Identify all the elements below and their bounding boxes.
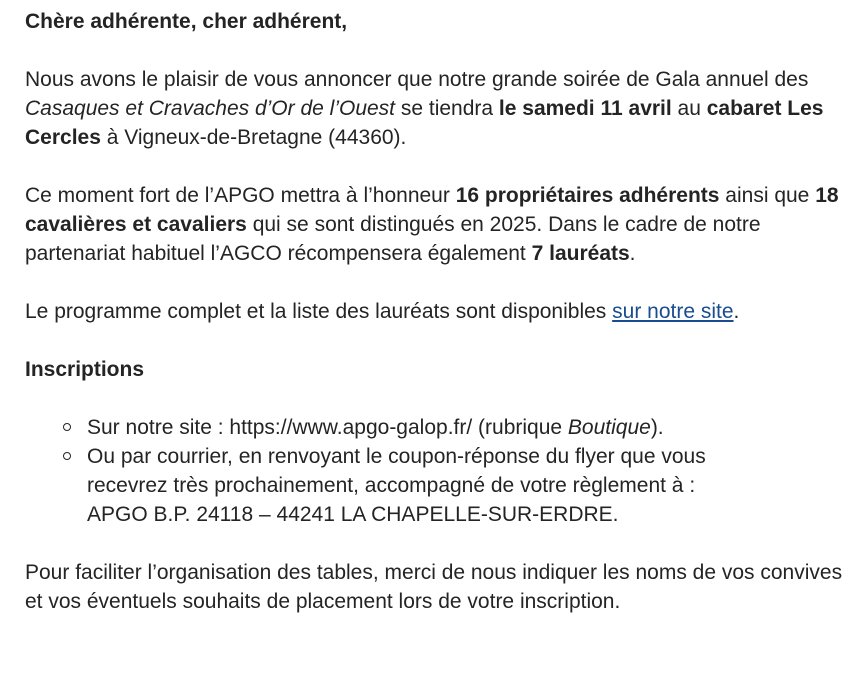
circle-bullet-icon — [63, 423, 71, 431]
announcement-text-3: au — [671, 97, 707, 120]
owners-count: 16 propriétaires adhérents — [455, 184, 720, 207]
honorees-text-1: Ce moment fort de l’APGO mettra à l’honneur — [25, 184, 456, 207]
seating-paragraph: Pour faciliter l’organisation des tables, merci de nous indiquer les noms de vos convives et vos éventuels souhaits de placement lors de votre inscription. — [25, 561, 843, 613]
honorees-text-2: ainsi que — [719, 184, 816, 207]
circle-bullet-icon — [63, 452, 71, 460]
website-link[interactable]: sur notre site — [612, 300, 734, 323]
mail-registration-line-2: recevrez très prochainement, accompagné de votre règlement à : — [87, 474, 696, 497]
announcement-text-2: se tiendra — [395, 97, 499, 120]
honorees-paragraph — [25, 181, 855, 268]
announcement-text-1: Nous avons le plaisir de vous annoncer que notre grande soirée de Gala annuel des — [25, 68, 809, 91]
event-venue: cabaret Les Cercles — [25, 97, 824, 149]
online-registration-text-1: Sur notre site : https://www.apgo-galop.fr/ (rubrique — [87, 416, 568, 439]
honorees-text-4: . — [629, 242, 636, 265]
list-item — [25, 413, 855, 442]
boutique-section: Boutique — [567, 416, 651, 439]
postal-address: APGO B.P. 24118 – 44241 LA CHAPELLE-SUR-ERDRE. — [87, 503, 619, 526]
laureates-count: 7 lauréats — [531, 242, 630, 265]
registration-list — [25, 413, 855, 529]
event-name: Casaques et Cravaches d’Or de l’Ouest — [25, 97, 396, 120]
event-date: le samedi 11 avril — [498, 97, 672, 120]
riders-count: 18 cavalières et cavaliers — [25, 184, 839, 236]
online-registration-text-2: ). — [650, 416, 664, 439]
announcement-text-4: à Vigneux-de-Bretagne (44360). — [100, 126, 407, 149]
program-text-1: Le programme complet et la liste des lauréats sont disponibles — [25, 300, 613, 323]
honorees-text-3: qui se sont distingués en 2025. Dans le cadre de notre partenariat habituel l’AGCO récompensera également — [25, 213, 761, 265]
list-item — [25, 442, 855, 529]
registration-heading: Inscriptions — [25, 358, 145, 381]
announcement-paragraph — [25, 65, 855, 152]
program-text-2: . — [733, 300, 740, 323]
mail-registration-line-1: Ou par courrier, en renvoyant le coupon-réponse du flyer que vous — [87, 445, 706, 468]
greeting: Chère adhérente, cher adhérent, — [25, 10, 348, 33]
email-body — [25, 7, 855, 616]
program-paragraph — [25, 297, 855, 326]
